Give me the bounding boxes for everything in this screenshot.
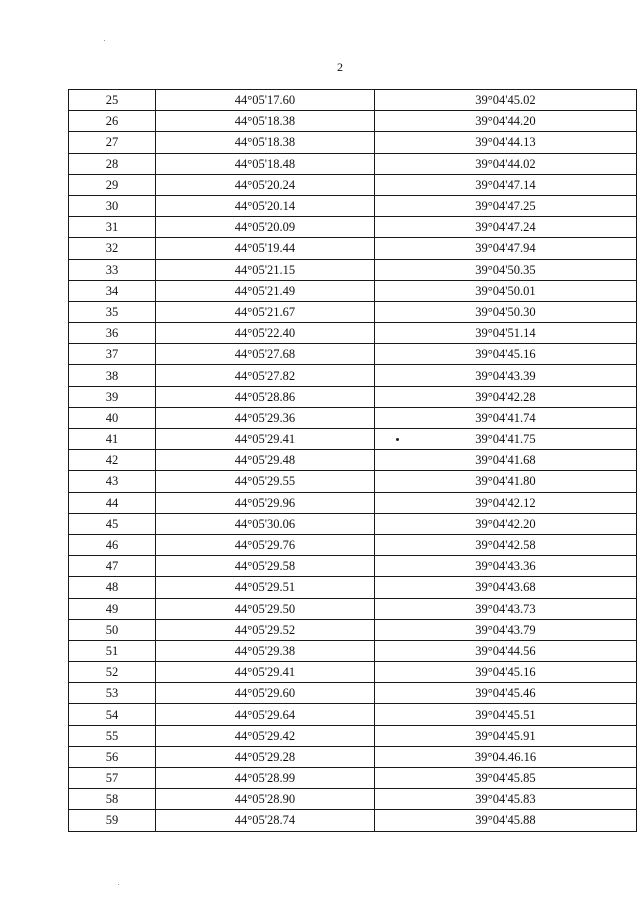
latitude-cell: 44°05'29.38: [156, 640, 375, 661]
latitude-cell: 44°05'29.52: [156, 619, 375, 640]
latitude-cell: 44°05'20.24: [156, 174, 375, 195]
longitude-cell: 39°04'45.85: [375, 768, 637, 789]
table-row: [69, 768, 637, 789]
longitude-cell: 39°04'43.39: [375, 365, 637, 386]
table-row: [69, 386, 637, 407]
latitude-cell: 44°05'20.09: [156, 217, 375, 238]
latitude-cell: 44°05'29.41: [156, 429, 375, 450]
table-row: [69, 323, 637, 344]
longitude-cell: 39°04.46.16: [375, 746, 637, 767]
latitude-cell: 44°05'29.51: [156, 577, 375, 598]
longitude-cell: 39°04'50.35: [375, 259, 637, 280]
table-row: [69, 662, 637, 683]
table-row: [69, 746, 637, 767]
point-number-cell: 56: [69, 746, 156, 767]
longitude-cell: 39°04'42.28: [375, 386, 637, 407]
point-number-cell: 25: [69, 90, 156, 111]
longitude-cell: 39°04'47.14: [375, 174, 637, 195]
longitude-cell: 39°04'45.46: [375, 683, 637, 704]
table-row: [69, 407, 637, 428]
longitude-cell: 39°04'41.80: [375, 471, 637, 492]
point-number-cell: 38: [69, 365, 156, 386]
point-number-cell: 37: [69, 344, 156, 365]
table-row: [69, 513, 637, 534]
point-number-cell: 48: [69, 577, 156, 598]
table-row: [69, 195, 637, 216]
table-row: [69, 450, 637, 471]
point-number-cell: 27: [69, 132, 156, 153]
table-row: [69, 153, 637, 174]
table-row: [69, 598, 637, 619]
longitude-cell: 39°04'47.25: [375, 195, 637, 216]
table-row: [69, 492, 637, 513]
table-row: [69, 301, 637, 322]
latitude-cell: 44°05'29.64: [156, 704, 375, 725]
point-number-cell: 49: [69, 598, 156, 619]
latitude-cell: 44°05'29.50: [156, 598, 375, 619]
point-number-cell: 42: [69, 450, 156, 471]
point-number-cell: 46: [69, 534, 156, 555]
table-row: [69, 556, 637, 577]
point-number-cell: 35: [69, 301, 156, 322]
point-number-cell: 44: [69, 492, 156, 513]
point-number-cell: 59: [69, 810, 156, 831]
point-number-cell: 55: [69, 725, 156, 746]
longitude-cell: 39°04'41.74: [375, 407, 637, 428]
longitude-cell: 39°04'44.20: [375, 111, 637, 132]
point-number-cell: 29: [69, 174, 156, 195]
longitude-cell: 39°04'42.20: [375, 513, 637, 534]
longitude-cell: 39°04'45.88: [375, 810, 637, 831]
point-number-cell: 32: [69, 238, 156, 259]
longitude-cell: 39°04'45.51: [375, 704, 637, 725]
point-number-cell: 33: [69, 259, 156, 280]
scan-artifact-dot: [396, 438, 399, 441]
latitude-cell: 44°05'29.55: [156, 471, 375, 492]
latitude-cell: 44°05'20.14: [156, 195, 375, 216]
point-number-cell: 34: [69, 280, 156, 301]
longitude-cell: 39°04'45.16: [375, 344, 637, 365]
longitude-cell: 39°04'51.14: [375, 323, 637, 344]
longitude-cell: 39°04'47.94: [375, 238, 637, 259]
latitude-cell: 44°05'21.49: [156, 280, 375, 301]
table-row: [69, 429, 637, 450]
longitude-cell: 39°04'43.36: [375, 556, 637, 577]
coordinates-table: [68, 89, 637, 832]
point-number-cell: 51: [69, 640, 156, 661]
longitude-cell: 39°04'45.91: [375, 725, 637, 746]
latitude-cell: 44°05'18.38: [156, 132, 375, 153]
table-row: [69, 90, 637, 111]
latitude-cell: 44°05'29.60: [156, 683, 375, 704]
table-row: [69, 280, 637, 301]
point-number-cell: 57: [69, 768, 156, 789]
table-row: [69, 577, 637, 598]
point-number-cell: 53: [69, 683, 156, 704]
longitude-cell: 39°04'50.01: [375, 280, 637, 301]
table-row: [69, 619, 637, 640]
latitude-cell: 44°05'29.48: [156, 450, 375, 471]
table-row: [69, 174, 637, 195]
latitude-cell: 44°05'22.40: [156, 323, 375, 344]
latitude-cell: 44°05'18.48: [156, 153, 375, 174]
point-number-cell: 45: [69, 513, 156, 534]
point-number-cell: 30: [69, 195, 156, 216]
point-number-cell: 54: [69, 704, 156, 725]
longitude-cell: 39°04'50.30: [375, 301, 637, 322]
table-row: [69, 238, 637, 259]
latitude-cell: 44°05'28.99: [156, 768, 375, 789]
latitude-cell: 44°05'30.06: [156, 513, 375, 534]
point-number-cell: 50: [69, 619, 156, 640]
scan-speck: [118, 884, 119, 885]
latitude-cell: 44°05'17.60: [156, 90, 375, 111]
longitude-cell: 39°04'44.02: [375, 153, 637, 174]
latitude-cell: 44°05'27.68: [156, 344, 375, 365]
longitude-cell: 39°04'42.12: [375, 492, 637, 513]
table-row: [69, 683, 637, 704]
longitude-cell: 39°04'45.16: [375, 662, 637, 683]
point-number-cell: 47: [69, 556, 156, 577]
point-number-cell: 43: [69, 471, 156, 492]
point-number-cell: 52: [69, 662, 156, 683]
point-number-cell: 41: [69, 429, 156, 450]
latitude-cell: 44°05'28.86: [156, 386, 375, 407]
latitude-cell: 44°05'29.28: [156, 746, 375, 767]
table-row: [69, 132, 637, 153]
latitude-cell: 44°05'28.90: [156, 789, 375, 810]
longitude-cell: 39°04'43.79: [375, 619, 637, 640]
longitude-cell: 39°04'43.73: [375, 598, 637, 619]
latitude-cell: 44°05'29.58: [156, 556, 375, 577]
table-row: [69, 789, 637, 810]
point-number-cell: 28: [69, 153, 156, 174]
longitude-cell: 39°04'44.56: [375, 640, 637, 661]
table-row: [69, 217, 637, 238]
longitude-cell: 39°04'41.75: [375, 429, 637, 450]
latitude-cell: 44°05'21.15: [156, 259, 375, 280]
latitude-cell: 44°05'28.74: [156, 810, 375, 831]
longitude-cell: 39°04'45.02: [375, 90, 637, 111]
point-number-cell: 26: [69, 111, 156, 132]
page-number: 2: [337, 60, 343, 74]
point-number-cell: 40: [69, 407, 156, 428]
coordinates-table-body: [69, 90, 637, 832]
longitude-cell: 39°04'41.68: [375, 450, 637, 471]
scan-speck: [104, 40, 105, 41]
table-row: [69, 704, 637, 725]
point-number-cell: 39: [69, 386, 156, 407]
table-row: [69, 344, 637, 365]
latitude-cell: 44°05'21.67: [156, 301, 375, 322]
table-row: [69, 259, 637, 280]
latitude-cell: 44°05'19.44: [156, 238, 375, 259]
latitude-cell: 44°05'29.76: [156, 534, 375, 555]
latitude-cell: 44°05'29.36: [156, 407, 375, 428]
point-number-cell: 36: [69, 323, 156, 344]
longitude-cell: 39°04'43.68: [375, 577, 637, 598]
latitude-cell: 44°05'29.42: [156, 725, 375, 746]
table-row: [69, 810, 637, 831]
latitude-cell: 44°05'18.38: [156, 111, 375, 132]
table-row: [69, 365, 637, 386]
point-number-cell: 58: [69, 789, 156, 810]
table-row: [69, 640, 637, 661]
table-row: [69, 725, 637, 746]
longitude-cell: 39°04'42.58: [375, 534, 637, 555]
longitude-cell: 39°04'45.83: [375, 789, 637, 810]
latitude-cell: 44°05'29.96: [156, 492, 375, 513]
latitude-cell: 44°05'27.82: [156, 365, 375, 386]
table-row: [69, 534, 637, 555]
longitude-cell: 39°04'47.24: [375, 217, 637, 238]
table-row: [69, 471, 637, 492]
latitude-cell: 44°05'29.41: [156, 662, 375, 683]
longitude-cell: 39°04'44.13: [375, 132, 637, 153]
point-number-cell: 31: [69, 217, 156, 238]
table-row: [69, 111, 637, 132]
